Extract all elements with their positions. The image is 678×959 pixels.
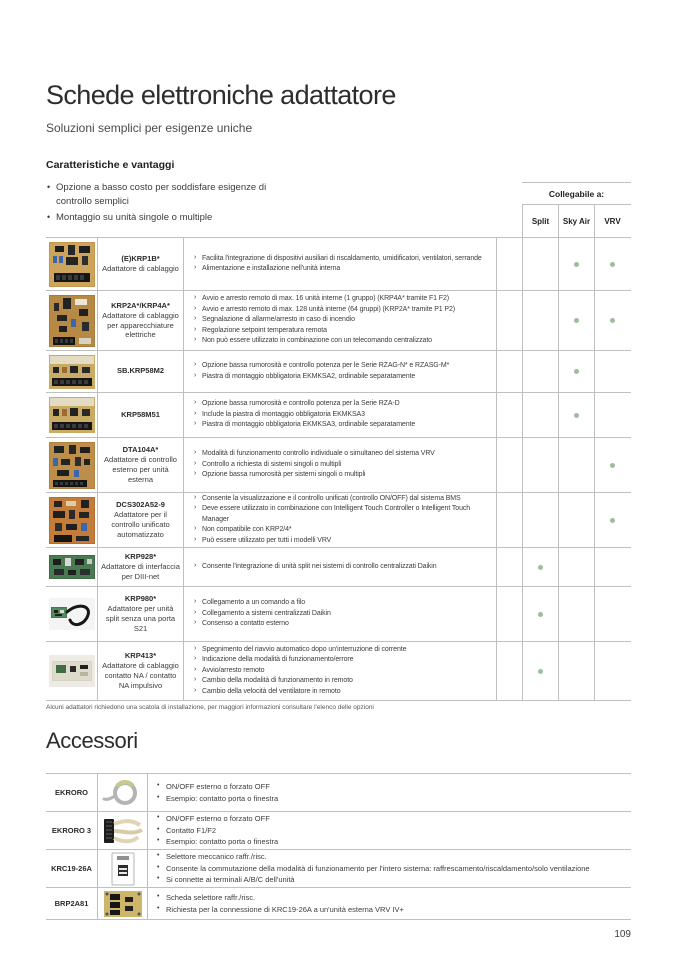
compat-vrv-cell [594, 493, 630, 547]
accessory-description-cell [147, 888, 631, 919]
feature-list [194, 449, 435, 481]
table-footnote: Alcuni adattatori richiedono una scatola di installazione, per maggiori informazioni consultare l'elenco delle opzioni [46, 704, 374, 711]
product-photo-cell [46, 351, 97, 392]
accessory-photo-cell [97, 812, 147, 849]
product-code: DCS302A52-9 [116, 500, 165, 510]
compat-sky-air-cell [558, 291, 594, 350]
product-name-cell [97, 351, 183, 392]
accessory-code: EKRORO 3 [51, 826, 92, 835]
accessory-code: EKRORO [55, 788, 88, 797]
table-row [46, 849, 631, 887]
product-code: (E)KRP1B* [121, 254, 160, 264]
product-name-cell [97, 438, 183, 492]
compat-dot-sky-air [574, 413, 579, 418]
gutter [497, 291, 522, 350]
feature-item: • Opzione a basso costo per soddisfare esigenze di controllo semplici [46, 181, 301, 209]
compat-sky-air-cell [558, 438, 594, 492]
compat-split-cell [522, 548, 558, 586]
feature-item: • Esempio: contatto porta o finestra [157, 836, 278, 848]
feature-item: • Richiesta per la connessione di KRC19-26A a un'unità esterna VRV IV+ [157, 904, 404, 916]
table-row [46, 773, 631, 811]
product-description-cell [183, 393, 497, 437]
feature-item: › Facilita l'integrazione di dispositivi ausiliari di riscaldamento, umidificatori, ventilatori, serrande [194, 254, 482, 265]
compat-split-cell [522, 438, 558, 492]
product-description-cell [183, 493, 497, 547]
compat-dot-vrv [610, 318, 615, 323]
table-row [46, 887, 631, 919]
gutter [497, 548, 522, 586]
product-description-cell [183, 548, 497, 586]
feature-item: › Include la piastra di montaggio obbligatoria EKMKSA3 [194, 410, 415, 421]
gutter [497, 642, 522, 700]
feature-item: › Opzione bassa rumorosità per sistemi singoli o multipli [194, 470, 435, 481]
feature-item: › Piastra di montaggio obbligatoria EKMKSA3, ordinabile separatamente [194, 420, 415, 431]
feature-item: › Consente l'integrazione di unità split nei sistemi di controllo centralizzati Daikin [194, 562, 437, 573]
table-row [46, 811, 631, 849]
compat-split-cell [522, 351, 558, 392]
compat-vrv-cell [594, 548, 630, 586]
product-name-cell [97, 393, 183, 437]
compat-vrv-cell [594, 238, 630, 290]
compat-vrv-cell [594, 291, 630, 350]
page-title: Schede elettroniche adattatore [46, 80, 396, 110]
feature-item: › Consenso a contatto esterno [194, 619, 331, 630]
compat-dot-sky-air [574, 369, 579, 374]
compat-vrv-cell [594, 587, 630, 641]
feature-item: › Segnalazione di allarme/arresto in caso di incendio [194, 315, 455, 326]
feature-list [194, 598, 331, 630]
brown-circuit-board-photo [49, 442, 95, 489]
adapters-table [46, 237, 631, 701]
accessory-photo-cell [97, 774, 147, 811]
table-row [46, 547, 631, 586]
feature-item: › Non compatibile con KRP2/4* [194, 525, 491, 536]
feature-item: • ON/OFF esterno o forzato OFF [157, 781, 278, 793]
product-label: Adattatore per il controllo unificato automatizzato [111, 510, 170, 539]
feature-item: › Spegnimento del riavvio automatico dopo un'interruzione di corrente [194, 645, 406, 656]
compat-dot-sky-air [574, 262, 579, 267]
brown-circuit-board-photo [49, 295, 95, 347]
feature-list [194, 361, 449, 382]
product-name-cell [97, 493, 183, 547]
brown-circuit-board-photo [49, 242, 95, 287]
product-code: DTA104A* [122, 445, 159, 455]
compat-split-cell [522, 291, 558, 350]
table-row [46, 290, 631, 350]
feature-item: › Alimentazione e installazione nell'unità interna [194, 264, 482, 275]
accessory-photo-cell [97, 888, 147, 919]
feature-item: › Avvio e arresto remoto di max. 128 unità interne (64 gruppi) (KRP2A* tramite P1 P2) [194, 305, 455, 316]
compatibility-title: Collegabile a: [522, 182, 631, 205]
compat-dot-sky-air [574, 318, 579, 323]
feature-item: › Consente la visualizzazione e il controllo unificati (controllo ON/OFF) dal sistema BMS [194, 494, 491, 505]
feature-list [157, 851, 590, 886]
relay-board-photo [103, 890, 143, 918]
accessory-code: BRP2A81 [54, 899, 89, 908]
compat-vrv-cell [594, 393, 630, 437]
product-code: KRP58M51 [121, 409, 160, 419]
feature-item: › Cambio della velocità del ventilatore in remoto [194, 687, 406, 698]
feature-item: › Regolazione setpoint temperatura remota [194, 326, 455, 337]
green-circuit-board-photo [49, 555, 95, 579]
product-label: Adattatore di cablaggio [102, 264, 179, 274]
feature-item: › Indicazione della modalità di funzionamento/errore [194, 655, 406, 666]
connector-with-wires-photo [102, 816, 144, 846]
features-heading: Caratteristiche e vantaggi [46, 159, 175, 171]
product-label: Adattatore di cablaggio per apparecchiature elettriche [102, 310, 179, 340]
accessory-code: KRC19-26A [51, 864, 92, 873]
table-row [46, 492, 631, 547]
compat-sky-air-cell [558, 493, 594, 547]
product-photo-cell [46, 587, 97, 641]
product-code: KRP980* [124, 594, 157, 604]
wall-switch-photo [111, 852, 135, 886]
compat-vrv-cell [594, 438, 630, 492]
feature-item: • Contatto F1/F2 [157, 825, 278, 837]
product-code: SB.KRP58M2 [116, 366, 165, 376]
product-description-cell [183, 438, 497, 492]
column-label-vrv: VRV [594, 205, 630, 237]
compat-sky-air-cell [558, 587, 594, 641]
compat-vrv-cell [594, 642, 630, 700]
pale-circuit-board-photo [49, 655, 95, 687]
compatibility-header [522, 182, 631, 237]
feature-item: › Controllo a richiesta di sistemi singoli o multipli [194, 460, 435, 471]
compat-sky-air-cell [558, 238, 594, 290]
product-code: KRP2A*/KRP4A* [111, 300, 170, 310]
feature-item: › Cambio della modalità di funzionamento in remoto [194, 676, 406, 687]
gutter [497, 351, 522, 392]
compat-sky-air-cell [558, 393, 594, 437]
feature-list [194, 562, 437, 573]
orange-circuit-board-photo [49, 497, 95, 544]
compat-dot-split [538, 612, 543, 617]
page-number: 109 [614, 929, 631, 940]
product-description-cell [183, 238, 497, 290]
compat-vrv-cell [594, 351, 630, 392]
feature-list [157, 892, 404, 915]
product-photo-cell [46, 548, 97, 586]
feature-item: • Consente la commutazione della modalità di funzionamento per l'intero sistema: raffrescamento/riscaldamento/solo ventilazione [157, 863, 590, 875]
feature-item: • ON/OFF esterno o forzato OFF [157, 813, 278, 825]
compat-dot-split [538, 565, 543, 570]
gutter [497, 438, 522, 492]
compat-dot-vrv [610, 518, 615, 523]
feature-list [157, 813, 278, 848]
product-code: KRP928* [124, 552, 157, 562]
compat-sky-air-cell [558, 642, 594, 700]
product-name-cell [97, 642, 183, 700]
feature-item: › Piastra di montaggio obbligatoria EKMKSA2, ordinabile separatamente [194, 372, 449, 383]
product-name-cell [97, 291, 183, 350]
product-label: Adattatore per unità split senza una porta S21 [105, 604, 176, 633]
gutter [497, 393, 522, 437]
tan-circuit-board-photo [49, 355, 95, 389]
feature-item: • Si connette ai terminali A/B/C dell'unità [157, 874, 590, 886]
product-name-cell [97, 587, 183, 641]
product-code: KRP413* [124, 651, 157, 661]
product-label: Adattatore di cablaggio contatto NA / contatto NA impulsivo [102, 661, 179, 690]
product-label: Adattatore di controllo esterno per unità esterna [104, 455, 177, 484]
product-photo-cell [46, 291, 97, 350]
product-photo-cell [46, 493, 97, 547]
feature-list [157, 781, 278, 804]
page-subtitle: Soluzioni semplici per esigenze uniche [46, 121, 253, 135]
feature-item: › Collegamento a un comando a filo [194, 598, 331, 609]
compat-dot-split [538, 669, 543, 674]
table-row [46, 586, 631, 641]
feature-item: › Avvio/arresto remoto [194, 666, 406, 677]
product-label: Adattatore di interfaccia per DIII-net [101, 562, 180, 582]
table-row [46, 237, 631, 290]
product-photo-cell [46, 642, 97, 700]
product-photo-cell [46, 238, 97, 290]
compat-sky-air-cell [558, 351, 594, 392]
feature-list [194, 294, 455, 347]
feature-list [194, 254, 482, 275]
feature-item: › Avvio e arresto remoto di max. 16 unità interne (1 gruppo) (KRP4A* tramite F1 F2) [194, 294, 455, 305]
feature-item: › Non può essere utilizzato in combinazione con un telecomando centralizzato [194, 336, 455, 347]
product-description-cell [183, 642, 497, 700]
feature-list [194, 645, 406, 698]
accessory-description-cell [147, 774, 631, 811]
table-row [46, 350, 631, 392]
product-name-cell [97, 238, 183, 290]
compat-split-cell [522, 493, 558, 547]
gutter [497, 238, 522, 290]
product-description-cell [183, 587, 497, 641]
feature-item: • Esempio: contatto porta o finestra [157, 793, 278, 805]
feature-item: › Può essere utilizzato per tutti i modelli VRV [194, 536, 491, 547]
feature-item: • Scheda selettore raffr./risc. [157, 892, 404, 904]
product-photo-cell [46, 393, 97, 437]
product-description-cell [183, 291, 497, 350]
feature-list [194, 399, 415, 431]
tan-circuit-board-photo [49, 397, 95, 433]
accessories-title: Accessori [46, 728, 138, 753]
board-with-cable-photo [49, 598, 95, 630]
feature-item: › Opzione bassa rumorosità e controllo potenza per le Serie RZAG-N* e RZASG-M* [194, 361, 449, 372]
table-row [46, 437, 631, 492]
gutter [497, 587, 522, 641]
feature-item: • Selettore meccanico raffr./risc. [157, 851, 590, 863]
column-label-split: Split [522, 205, 558, 237]
product-description-cell [183, 351, 497, 392]
accessory-description-cell [147, 812, 631, 849]
compat-split-cell [522, 238, 558, 290]
compat-split-cell [522, 642, 558, 700]
coiled-cable-sensor-photo [102, 778, 144, 808]
gutter [497, 493, 522, 547]
table-row [46, 392, 631, 437]
feature-item: › Collegamento a sistemi centralizzati Daikin [194, 609, 331, 620]
product-name-cell [97, 548, 183, 586]
column-label-sky-air: Sky Air [558, 205, 594, 237]
accessories-table [46, 773, 631, 920]
compatibility-columns [522, 205, 631, 237]
compat-sky-air-cell [558, 548, 594, 586]
product-photo-cell [46, 438, 97, 492]
feature-list [194, 494, 491, 547]
features-list [46, 181, 301, 226]
compat-dot-vrv [610, 262, 615, 267]
feature-item: › Deve essere utilizzato in combinazione con Intelligent Touch Controller o Intelligent Touch Manager [194, 504, 491, 525]
accessory-description-cell [147, 850, 631, 887]
feature-item: › Modalità di funzionamento controllo individuale o simultaneo del sistema VRV [194, 449, 435, 460]
feature-item: • Montaggio su unità singole o multiple [46, 211, 301, 225]
compat-split-cell [522, 587, 558, 641]
compat-dot-vrv [610, 463, 615, 468]
compat-split-cell [522, 393, 558, 437]
feature-item: › Opzione bassa rumorosità e controllo potenza per la Serie RZA-D [194, 399, 415, 410]
table-row [46, 641, 631, 700]
accessory-photo-cell [97, 850, 147, 887]
